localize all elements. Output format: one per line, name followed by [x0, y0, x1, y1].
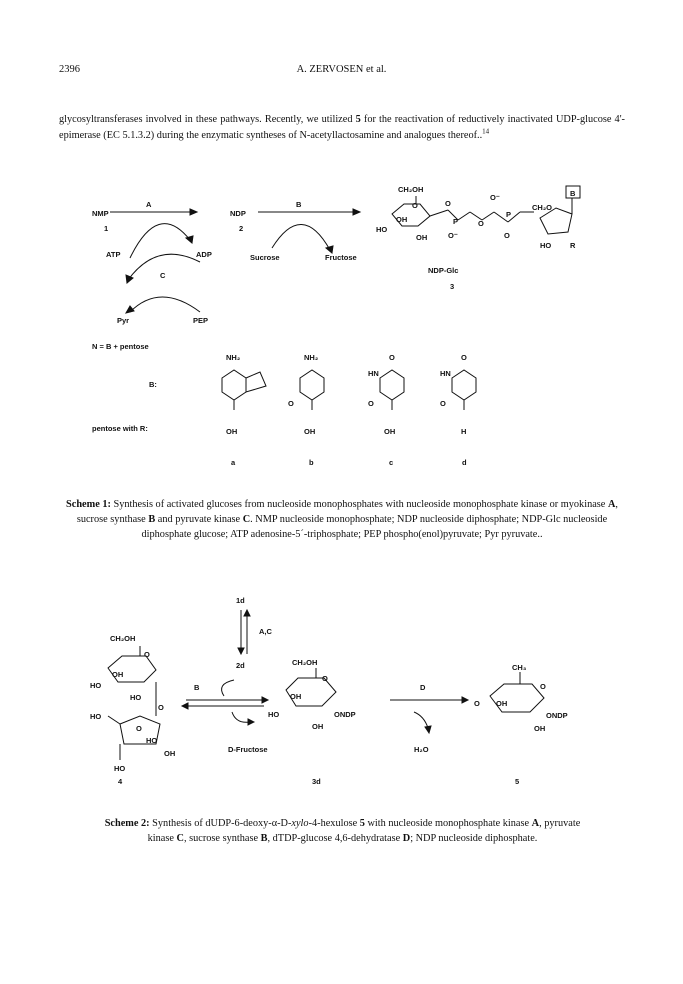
caption-2-title: Scheme 2:	[104, 818, 153, 829]
curved-arrow-2d	[222, 680, 234, 696]
label-3d-oh-2: OH	[312, 722, 324, 731]
caption-1-text: Synthesis of activated glucoses from nucleoside monophosphates with nucleoside monophosphate kinase or myokinase	[113, 499, 608, 510]
curved-arrow-fructose	[232, 712, 250, 722]
label-o-minus-2: O⁻	[490, 193, 500, 202]
label-base-d: d	[462, 458, 467, 467]
label-atp: ATP	[106, 250, 121, 259]
label-r-h-d: H	[461, 427, 467, 436]
label-ndp: NDP	[230, 209, 246, 218]
label-hn-c: HN	[368, 369, 379, 378]
caption-2-compound-5: 5	[359, 818, 365, 829]
caption-2-text-3: with nucleoside monophosphate kinase	[364, 818, 532, 829]
label-4-o: O	[144, 650, 150, 659]
label-b-colon: B:	[149, 380, 157, 389]
label-r: R	[570, 241, 576, 250]
label-nh2-a: NH₂	[226, 353, 241, 362]
label-nmp: NMP	[92, 209, 109, 218]
label-fructose: Fructose	[325, 253, 357, 262]
label-ho-pentose: HO	[540, 241, 552, 250]
label-enzyme-b-2: B	[194, 683, 200, 692]
label-ch2oh: CH₂OH	[398, 185, 424, 194]
caption-2-c: C	[176, 833, 184, 844]
label-enzyme-b: B	[296, 200, 302, 209]
label-base-c: c	[389, 458, 394, 467]
label-o-minus-1: O⁻	[448, 231, 458, 240]
caption-1-b: B	[148, 514, 156, 525]
label-enzyme-a: A	[146, 200, 152, 209]
label-5-o: O	[540, 682, 546, 691]
label-ndp-glc: NDP-Glc	[428, 266, 459, 275]
label-p-1: P	[453, 217, 459, 226]
caption-2-b: B	[260, 833, 268, 844]
label-3d-ch2oh: CH₂OH	[292, 658, 318, 667]
caption-2-text: Synthesis of dUDP-6-deoxy-α-D-	[152, 818, 292, 829]
label-o-bridge: O	[478, 219, 484, 228]
label-compound-3d: 3d	[312, 777, 321, 786]
caption-2-text-7: ; NDP nucleoside diphosphate.	[410, 833, 538, 844]
label-oh-2: OH	[416, 233, 428, 242]
caption-1-c: C	[242, 514, 251, 525]
caption-2-a: A	[531, 818, 540, 829]
label-5-o-keto: O	[474, 699, 480, 708]
label-d-fructose: D-Fructose	[228, 745, 268, 754]
caption-1-text-4: . NMP nucleoside monophosphate; NDP nucleoside diphosphate; NDP-Glc nucleoside diphosphate glucose; ATP adenosine-5´-triphosphate; PEP phospho(enol)pyruvate; Pyr pyruvate..	[141, 514, 608, 540]
caption-2-text-4: , pyruvate kinase	[147, 818, 581, 844]
scheme-2-caption	[95, 816, 590, 846]
caption-1-a: A	[607, 499, 616, 510]
intro-compound-5: 5	[355, 114, 361, 125]
label-o-2: O	[504, 231, 510, 240]
label-o-c: O	[389, 353, 395, 362]
label-3d-ho: HO	[268, 710, 280, 719]
label-4-ho-2: HO	[130, 693, 142, 702]
label-r-oh-a: OH	[226, 427, 238, 436]
label-hn-d: HN	[440, 369, 451, 378]
label-o-1: O	[445, 199, 451, 208]
label-5-ondp: ONDP	[546, 711, 568, 720]
label-o-d: O	[461, 353, 467, 362]
label-o-c-carbonyl: O	[368, 399, 374, 408]
label-4-o-ring: O	[136, 724, 142, 733]
label-5-ch3: CH₃	[512, 663, 527, 672]
label-compound-4: 4	[118, 777, 123, 786]
label-o-d-carbonyl: O	[440, 399, 446, 408]
label-base-a: a	[231, 458, 236, 467]
label-5-oh-2: OH	[534, 724, 546, 733]
label-3d-o: O	[322, 674, 328, 683]
caption-2-text-5: , sucrose synthase	[183, 833, 261, 844]
caption-2-text-6: , dTDP-glucose 4,6-dehydratase	[267, 833, 403, 844]
label-4-ho-4: HO	[146, 736, 158, 745]
label-base-b: B	[570, 189, 576, 198]
label-4-ho: HO	[90, 681, 102, 690]
label-pep: PEP	[193, 316, 209, 325]
label-ch2o: CH₂O	[532, 203, 552, 212]
label-sucrose: Sucrose	[250, 253, 280, 262]
label-5-oh: OH	[496, 699, 508, 708]
label-compound-1: 1	[104, 224, 109, 233]
caption-1-title: Scheme 1:	[66, 499, 114, 510]
intro-reference: 14	[482, 127, 490, 136]
label-2d: 2d	[236, 661, 245, 670]
caption-2-text-2: -4-hexulose	[308, 818, 360, 829]
label-o-b-carbonyl: O	[288, 399, 294, 408]
caption-2-xylo: xylo	[291, 818, 309, 829]
label-4-ho-5: HO	[114, 764, 126, 773]
label-compound-5: 5	[515, 777, 520, 786]
label-4-oh: OH	[112, 670, 124, 679]
label-h2o: H₂O	[414, 745, 429, 754]
label-3d-ondp: ONDP	[334, 710, 356, 719]
label-compound-2: 2	[239, 224, 244, 233]
caption-2-d: D	[402, 833, 411, 844]
intro-text-2: for the reactivation of reductively inactivated UDP-glucose 4'-epimerase (EC 5.1.3.2) during the enzymatic syntheses of N-acetyllactosamine and analogues thereof..	[59, 114, 625, 141]
label-ac: A,C	[259, 627, 272, 636]
label-compound-3: 3	[450, 282, 455, 291]
label-oh-1: OH	[396, 215, 408, 224]
label-1d: 1d	[236, 596, 245, 605]
label-pentose-with-r: pentose with R:	[92, 424, 148, 433]
label-ho: HO	[376, 225, 388, 234]
curved-arrow-h2o	[414, 712, 428, 728]
label-ring-o: O	[412, 201, 418, 210]
label-4-ho-3: HO	[90, 712, 102, 721]
page-number: 2396	[59, 64, 80, 75]
caption-1-text-3: and pyruvate kinase	[155, 514, 243, 525]
running-head: A. ZERVOSEN et al.	[296, 64, 387, 75]
label-4-o-bridge: O	[158, 703, 164, 712]
label-p-2: P	[506, 210, 512, 219]
label-3d-oh: OH	[290, 692, 302, 701]
label-base-b-lbl: b	[309, 458, 314, 467]
caption-1-text-2: , sucrose synthase	[76, 499, 618, 525]
label-pyr: Pyr	[117, 316, 130, 325]
label-r-oh-b: OH	[304, 427, 316, 436]
label-enzyme-c: C	[160, 271, 166, 280]
label-nh2-b: NH₂	[304, 353, 319, 362]
label-n-equals: N = B + pentose	[92, 342, 149, 351]
label-adp: ADP	[196, 250, 212, 259]
label-4-ch2oh: CH₂OH	[110, 634, 136, 643]
label-r-oh-c: OH	[384, 427, 396, 436]
label-4-oh-2: OH	[164, 749, 176, 758]
intro-text-1: glycosyltransferases involved in these pathways. Recently, we utilized	[59, 114, 356, 125]
label-enzyme-d: D	[420, 683, 426, 692]
